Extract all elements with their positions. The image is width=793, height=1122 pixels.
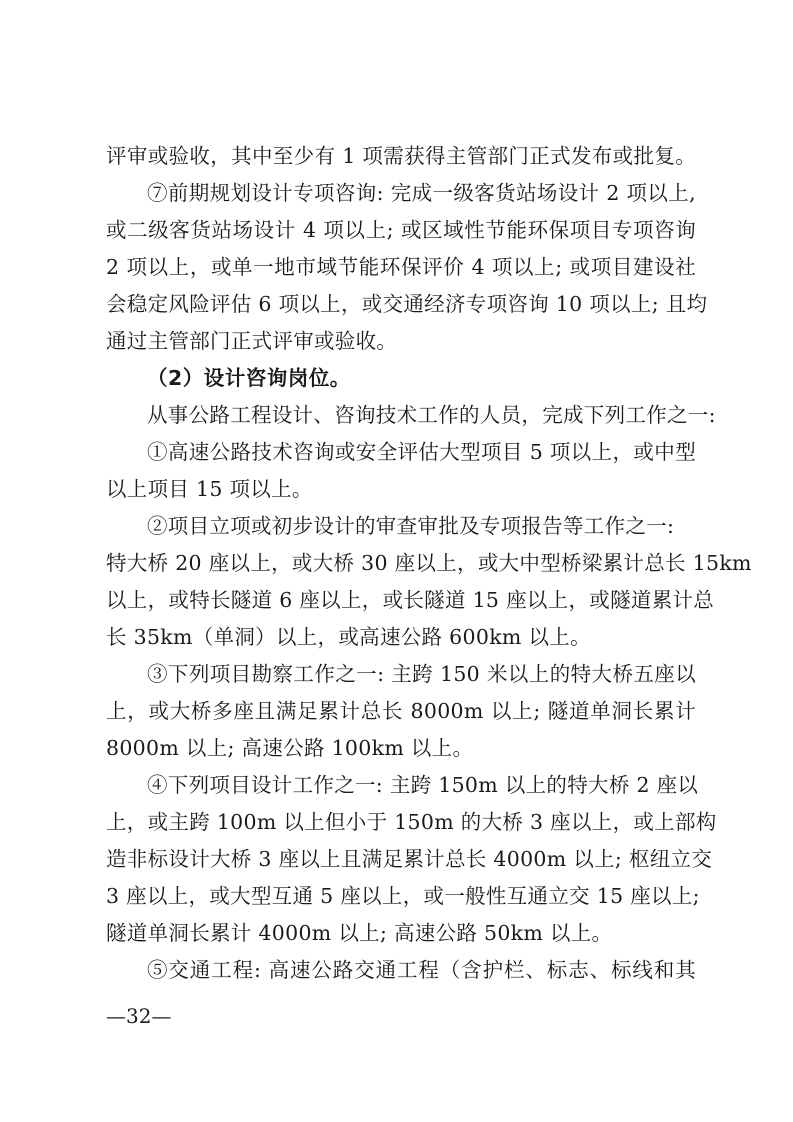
section-heading: （2）设计咨询岗位。 (147, 366, 351, 390)
text-line: ④下列项目设计工作之一: 主跨 150m 以上的特大桥 2 座以 (147, 773, 699, 797)
text-line: 造非标设计大桥 3 座以上且满足累计总长 4000m 以上; 枢纽立交 (106, 847, 713, 871)
text-line: ③下列项目勘察工作之一: 主跨 150 米以上的特大桥五座以 (147, 662, 696, 686)
text-line: 会稳定风险评估 6 项以上，或交通经济专项咨询 10 项以上; 且均 (106, 292, 708, 316)
text-line: 上，或大桥多座且满足累计总长 8000m 以上; 隧道单洞长累计 (106, 699, 696, 723)
text-line: 上，或主跨 100m 以上但小于 150m 的大桥 3 座以上，或上部构 (106, 810, 717, 834)
text-line: 2 项以上，或单一地市域节能环保评价 4 项以上; 或项目建设社 (106, 255, 696, 279)
text-line: ⑤交通工程: 高速公路交通工程（含护栏、标志、标线和其 (147, 958, 696, 982)
text-line: 隧道单洞长累计 4000m 以上; 高速公路 50km 以上。 (106, 921, 613, 945)
text-line: 通过主管部门正式评审或验收。 (106, 329, 398, 353)
text-line: 或二级客货站场设计 4 项以上; 或区域性节能环保项目专项咨询 (106, 218, 696, 242)
text-line: 8000m 以上; 高速公路 100km 以上。 (106, 736, 474, 760)
body-text (106, 138, 752, 989)
text-line: ⑦前期规划设计专项咨询: 完成一级客货站场设计 2 项以上, (147, 181, 696, 205)
text-line: 以上，或特长隧道 6 座以上，或长隧道 15 座以上，或隧道累计总 (106, 588, 715, 612)
text-line: 3 座以上，或大型互通 5 座以上，或一般性互通立交 15 座以上; (106, 884, 700, 908)
text-line: ②项目立项或初步设计的审查审批及专项报告等工作之一: (147, 514, 675, 538)
text-line: 评审或验收，其中至少有 1 项需获得主管部门正式发布或批复。 (106, 144, 696, 168)
text-line: ①高速公路技术咨询或安全评估大型项目 5 项以上，或中型 (147, 440, 696, 464)
text-line: 长 35km（单洞）以上，或高速公路 600km 以上。 (106, 625, 591, 649)
text-line: 从事公路工程设计、咨询技术工作的人员，完成下列工作之一: (147, 403, 716, 427)
text-line: 特大桥 20 座以上，或大桥 30 座以上，或大中型桥梁累计总长 15km (106, 551, 752, 575)
page-number: —32— (106, 1004, 172, 1028)
text-line: 以上项目 15 项以上。 (106, 477, 313, 501)
